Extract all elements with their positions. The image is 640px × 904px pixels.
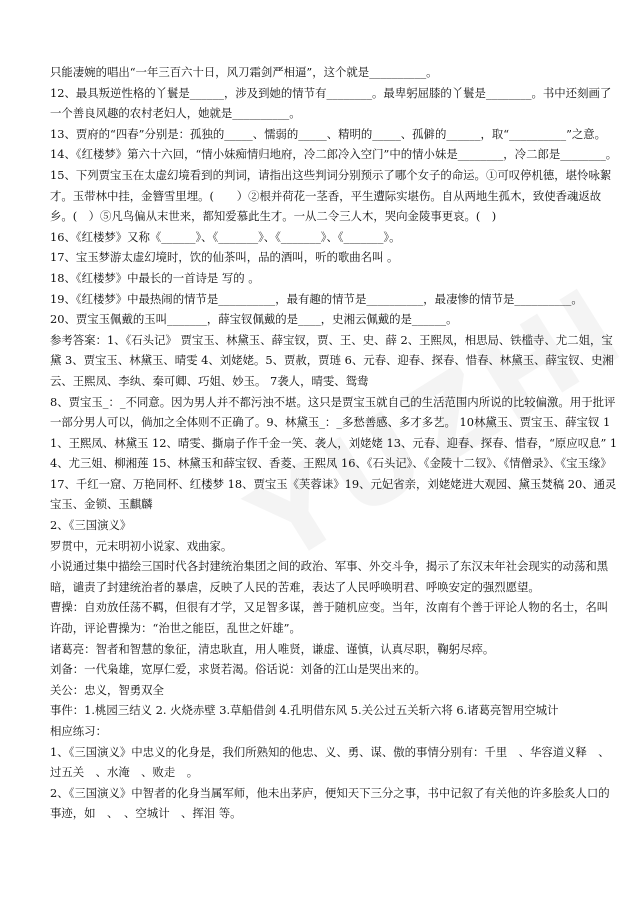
character-zhuge-liang: 诸葛亮：智者和智慧的象征，清忠耿直，用人唯贤，谦虚、谨慎，认真尽职，鞠躬尽瘁。: [50, 641, 495, 656]
character-cao-cao: 曹操：自劝放任荡不羁，但很有才学，又足智多谋，善于随机应变。当年，汝南有个善于评论人物的名士，名叫许劭，评论曹操为：“治世之能臣，乱世之奸雄”。: [50, 600, 609, 636]
doc-line-07: 17、宝玉梦游太虚幻境时，饮的仙茶叫，品的酒叫，听的歌曲名叫 。: [50, 250, 399, 265]
practice-question-1: 1、《三国演义》中忠义的化身是，我们所熟知的他忠、义、勇、谋、傲的事情分别有：千里 、华容道义释 、过五关 、水淹 、败走 。: [50, 744, 610, 780]
doc-line-01: 只能凄婉的唱出“一年三百六十日，风刀霜剑严相逼”，这个就是__________。: [50, 65, 438, 79]
author-intro: 罗贯中，元末明初小说家、戏曲家。: [50, 538, 233, 553]
section-heading-sanguo: 2、《三国演义》: [50, 518, 132, 533]
doc-line-04: 14、《红楼梦》第六十六回，“情小妹痴情归地府，冷二郎冷入空门”中的情小妹是________，冷二郎是________。: [50, 147, 618, 162]
doc-line-10: 20、贾宝玉佩戴的玉叫_______，薛宝钗佩戴的是____，史湘云佩戴的是______。: [50, 312, 458, 327]
practice-heading: 相应练习：: [50, 724, 107, 738]
doc-line-09: 19、《红楼梦》中最热闹的情节是__________，最有趣的情节是__________，最凄惨的情节是__________。: [50, 291, 583, 306]
doc-line-06: 16、《红楼梦》又称《______》、《_______》、《_______》、《_______》。: [50, 229, 401, 244]
document-body: [0, 62, 640, 824]
answer-key-part2: 8、贾宝玉_：_不同意。因为男人并不都污浊不堪。这只是贾宝玉就自己的生活范围内所说的比较偏激。用于批评一部分男人可以，倘加之全体则不正确了。9、林黛玉_：_多愁善感、多才多艺。 10林黛玉、贾宝玉、薛宝钗 11、王熙凤、林黛玉 12、晴雯、撕扇子作千金一笑、袭人，刘姥姥 13、元春、迎春、探春、惜春，“原应叹息” 14、尤三姐、柳湘莲 15、林黛玉和薛宝钗、香菱、王熙凤 16、《石头记》、《金陵十二钗》、《情僧录》、《宝玉缘》17、千红一窟、万艳同杯、红楼梦 18、贾宝玉《芙蓉诔》19、元妃省亲，刘姥姥进大观园、黛玉焚稿 20、通灵宝玉、金锁、玉麒麟: [50, 394, 618, 512]
answer-key-part1: 参考答案：1、《石头记》 贾宝玉、林黛玉、薛宝钗，贾、王、史、薛 2、王熙凤，相思局、铁槛寺、尤二姐，宝黛 3、贾宝玉、林黛玉、晴雯 4、刘姥姥。5、贾赦，贾琏 6、元春、迎春、探春、惜春、林黛玉、薛宝钗、史湘云、王熙凤、李纨、秦可卿、巧姐、妙玉。 7袭人，晴雯、鸳鸯: [50, 332, 614, 388]
character-guan-gong: 关公：忠义，智勇双全: [50, 682, 164, 697]
doc-line-02: 12、最具叛逆性格的丫鬟是______，涉及到她的情节有________。最卑躬屈膝的丫鬟是________。书中还刻画了一个善良风趣的农村老妇人，她就是__________。: [50, 85, 612, 121]
events-list: 事件：1.桃园三结义 2. 火烧赤壁 3.草船借剑 4.孔明借东风 5.关公过五关斩六将 6.诸葛亮智用空城计: [50, 703, 559, 718]
doc-line-03: 13、贾府的“四春”分别是：孤独的_____、懦弱的_____、精明的_____、孤僻的______，取“__________”之意。: [50, 126, 607, 141]
doc-line-08: 18、《红楼梦》中最长的一首诗是 写的 。: [50, 270, 260, 285]
novel-summary: 小说通过集中描绘三国时代各封建统治集团之间的政治、军事、外交斗争，揭示了东汉末年社会现实的动荡和黑暗，谴责了封建统治者的暴虐，反映了人民的苦难，表达了人民呼唤明君、呼唤安定的强烈愿望。: [50, 559, 609, 594]
doc-line-05: 15、下列贾宝玉在太虚幻境看到的判词，请指出这些判词分别预示了哪个女子的命运。①可叹停机德，堪怜咏絮才。玉带林中挂，金簪雪里埋。( ）②根并荷花一茎香，平生遭际实堪伤。自从两地生孤木，致使香魂返故乡。( ）⑤凡鸟偏从末世来，都知爱慕此生才。一从二令三人木，哭向金陵事更哀。( ): [50, 167, 612, 224]
practice-question-2: 2、《三国演义》中智者的化身当属军师，他未出茅庐，便知天下三分之事，书中记叙了有关他的许多脍炙人口的事迹，如 、 、空城计 、挥泪 等。: [50, 785, 610, 821]
character-liu-bei: 刘备：一代枭雄，宽厚仁爱，求贤若渴。俗话说：刘备的江山是哭出来的。: [50, 662, 426, 677]
